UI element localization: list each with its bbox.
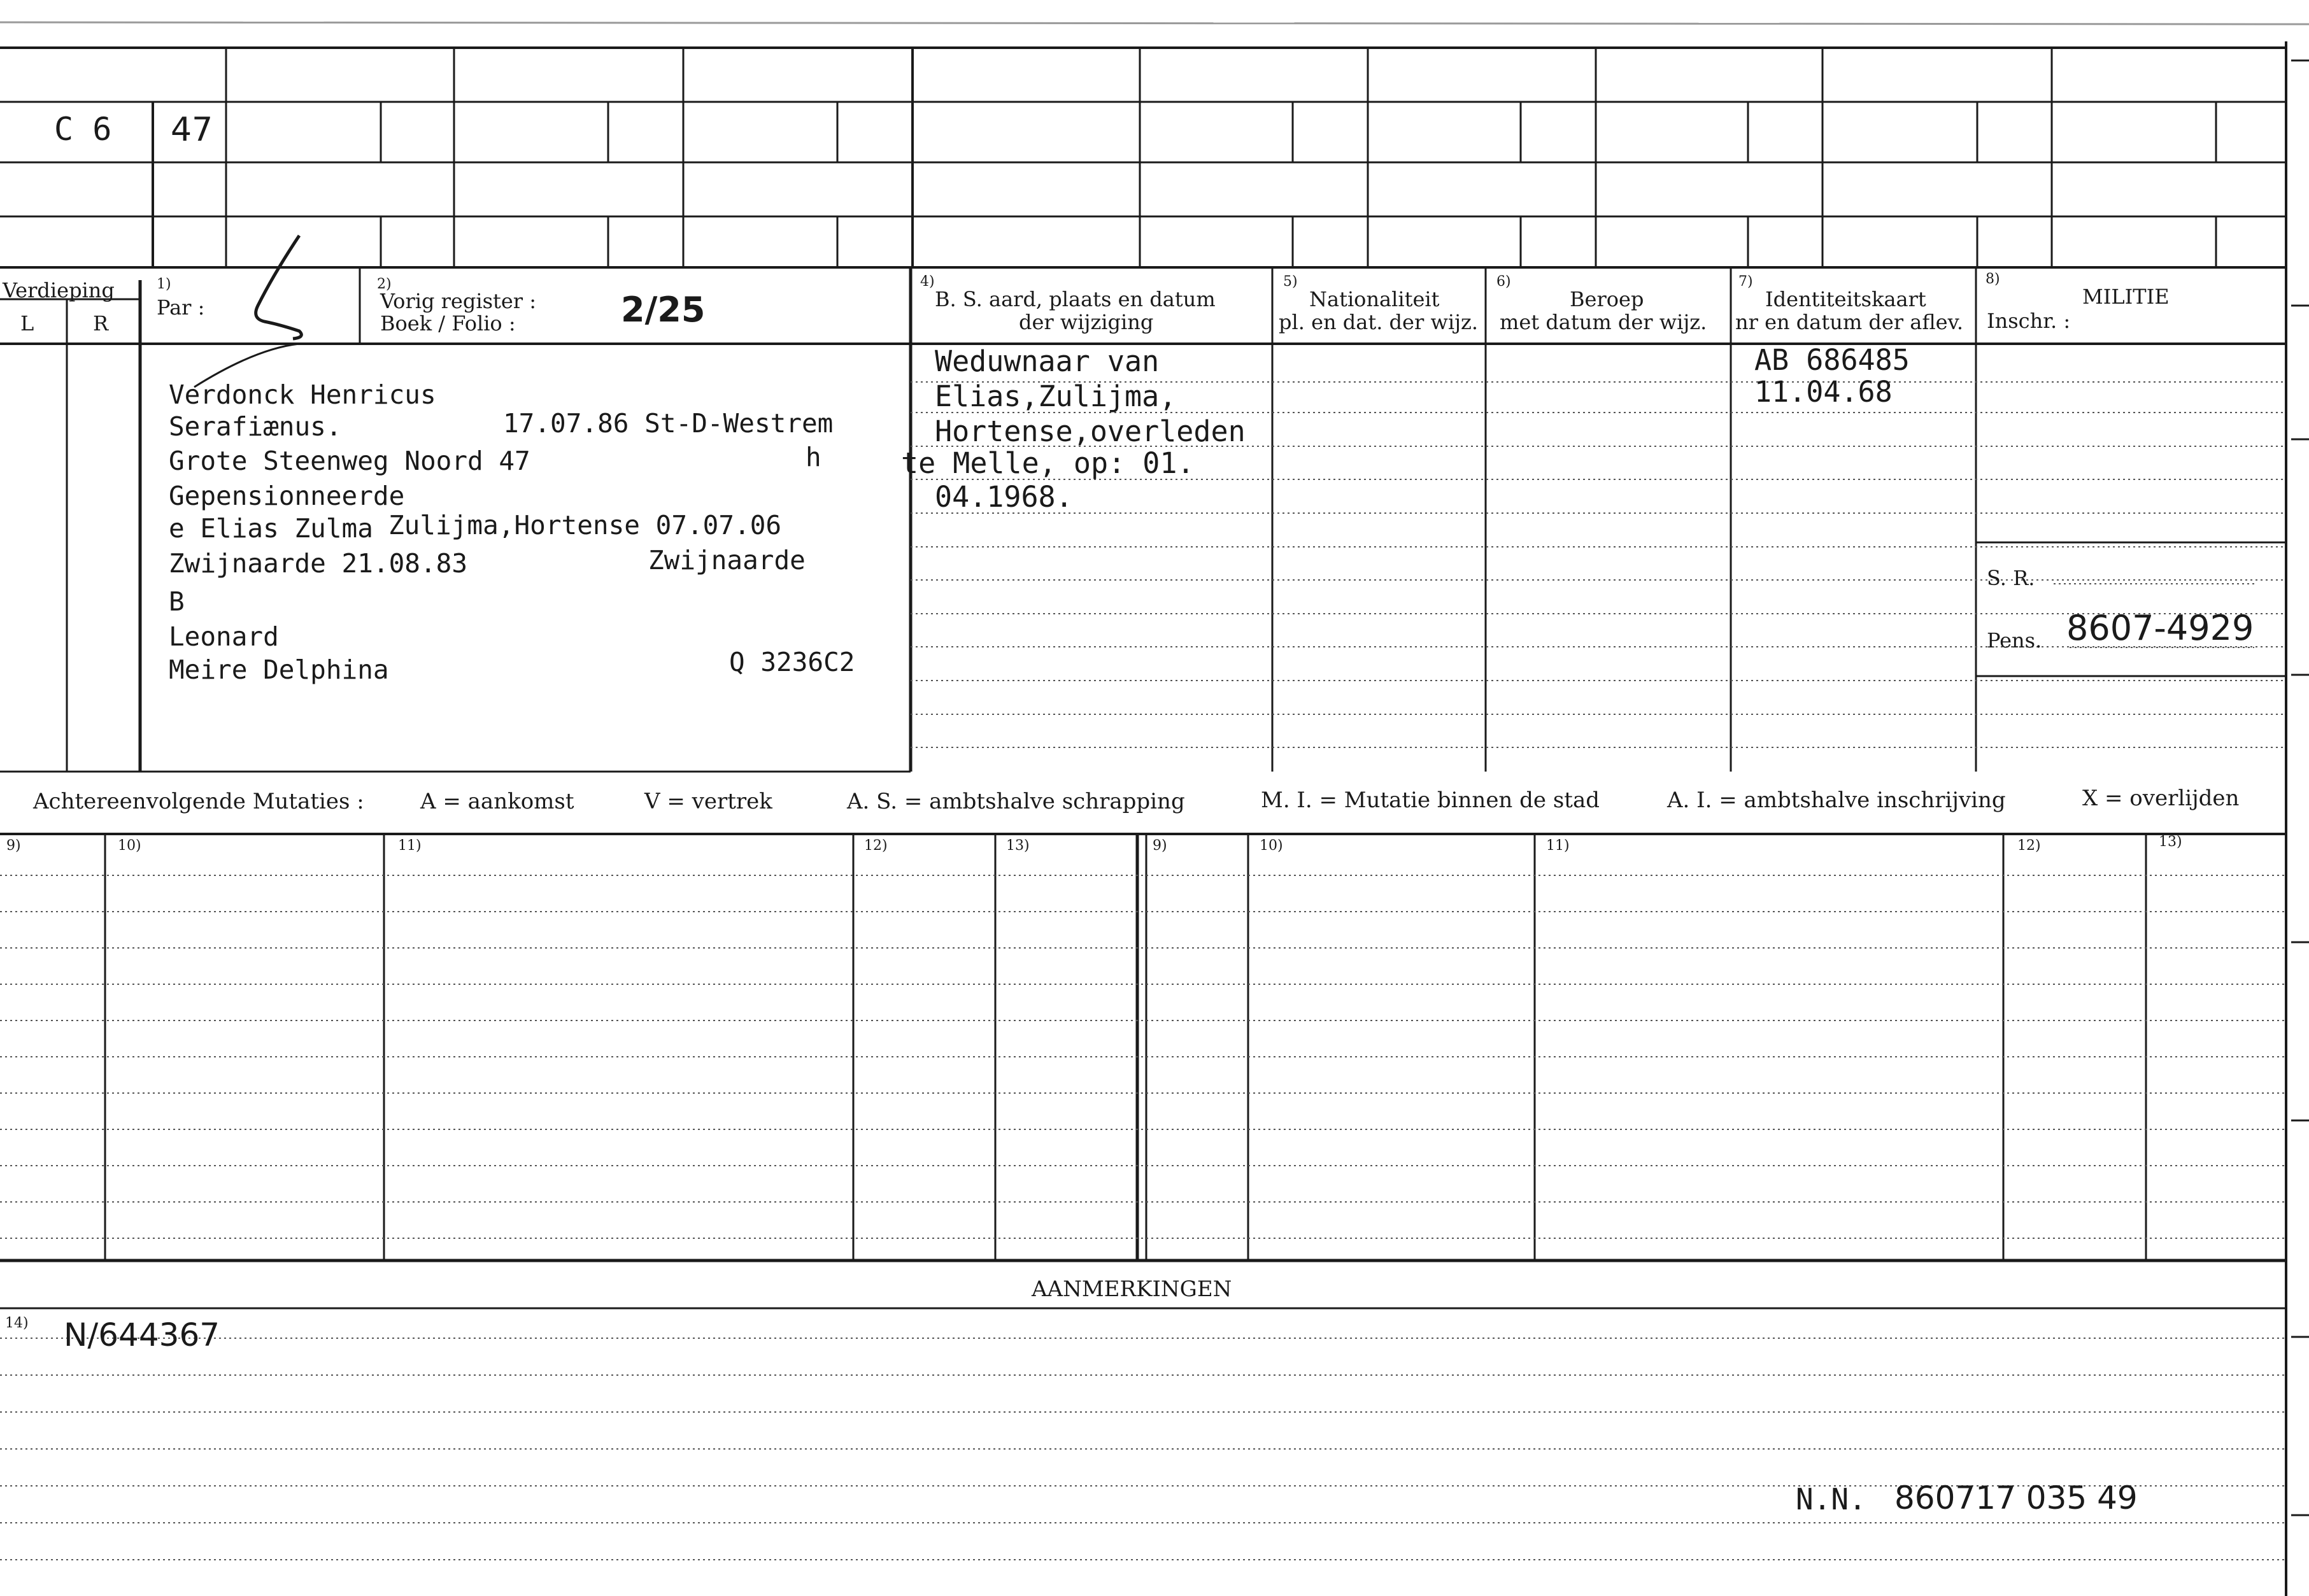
field-number-1: 1) bbox=[157, 276, 171, 292]
field-number-14: 14) bbox=[5, 1315, 29, 1331]
sr-label: S. R. bbox=[1987, 566, 2035, 590]
spouse-names: Zulijma,Hortense 07.07.06 bbox=[388, 510, 782, 540]
mutation-col-9-left: 9) bbox=[6, 838, 21, 854]
legend-ambtshalve-schrapping: A. S. = ambtshalve schrapping bbox=[847, 789, 1185, 814]
field-number-4: 4) bbox=[920, 274, 935, 290]
vorig-register-value: 2/25 bbox=[621, 290, 706, 330]
bs-line-1: Weduwnaar van bbox=[935, 344, 1160, 378]
mutation-col-12-left: 12) bbox=[864, 838, 888, 854]
legend-vertrek: V = vertrek bbox=[644, 789, 772, 814]
index-code: C 6 bbox=[54, 111, 112, 148]
nationaliteit-header-line2: pl. en dat. der wijz. bbox=[1279, 310, 1479, 334]
verdieping-r-label: R bbox=[93, 311, 109, 335]
person-line-6: Zwijnaarde 21.08.83 bbox=[169, 548, 467, 579]
boek-folio-label: Boek / Folio : bbox=[380, 311, 516, 335]
verdieping-label: Verdieping bbox=[3, 278, 115, 302]
person-line-1: Verdonck Henricus bbox=[169, 379, 436, 410]
identiteitskaart-header-line2: nr en datum der aflev. bbox=[1735, 310, 1964, 334]
mutation-col-10-right: 10) bbox=[1260, 838, 1283, 854]
person-line-8: Leonard bbox=[169, 621, 279, 652]
id-card-date: 11.04.68 bbox=[1754, 375, 1893, 409]
legend-overlijden: X = overlijden bbox=[2082, 786, 2240, 811]
mutation-col-13-left: 13) bbox=[1006, 838, 1030, 854]
mutation-col-10-left: 10) bbox=[118, 838, 141, 854]
index-number: 47 bbox=[171, 111, 213, 149]
pens-label: Pens. bbox=[1987, 628, 2042, 653]
militie-header: MILITIE bbox=[2082, 285, 2170, 309]
bs-header-line2: der wijziging bbox=[1019, 310, 1154, 334]
bs-line-4: te Melle, op: 01. bbox=[901, 446, 1195, 480]
person-line-7: B bbox=[169, 586, 185, 617]
person-line-9: Meire Delphina bbox=[169, 654, 389, 685]
field-number-2: 2) bbox=[377, 276, 392, 292]
par-label: Par : bbox=[157, 295, 205, 320]
h-mark: h bbox=[806, 442, 821, 472]
nationaliteit-header-line1: Nationaliteit bbox=[1309, 287, 1440, 311]
mutation-col-13-right: 13) bbox=[2159, 834, 2182, 850]
mutation-col-11-right: 11) bbox=[1546, 838, 1570, 854]
mutation-col-11-left: 11) bbox=[398, 838, 422, 854]
person-line-3: Grote Steenweg Noord 47 bbox=[169, 446, 530, 476]
q-number: Q 3236C2 bbox=[729, 647, 855, 677]
bs-line-2: Elias,Zulijma, bbox=[935, 379, 1177, 413]
spouse-place: Zwijnaarde bbox=[648, 545, 806, 576]
vorig-register-label: Vorig register : bbox=[380, 289, 537, 313]
legend-ambtshalve-inschrijving: A. I. = ambtshalve inschrijving bbox=[1667, 787, 2006, 813]
legend-mutatie-binnen-stad: M. I. = Mutatie binnen de stad bbox=[1261, 787, 1600, 813]
inschr-label: Inschr. : bbox=[1987, 309, 2071, 333]
mutation-col-12-right: 12) bbox=[2017, 838, 2041, 854]
mutation-col-9-right: 9) bbox=[1153, 838, 1167, 854]
bs-line-5: 04.1968. bbox=[935, 480, 1073, 514]
beroep-header-line2: met datum der wijz. bbox=[1500, 310, 1707, 334]
bs-line-3: Hortense,overleden bbox=[935, 414, 1246, 448]
field-number-7: 7) bbox=[1738, 274, 1753, 290]
field-number-8: 8) bbox=[1986, 271, 2000, 287]
legend-aankomst: A = aankomst bbox=[420, 789, 574, 814]
nn-number: 860717 035 49 bbox=[1894, 1479, 2138, 1516]
nn-prefix: N.N. bbox=[1796, 1482, 1866, 1516]
pens-number: 8607-4929 bbox=[2066, 608, 2254, 648]
birth-date-place: 17.07.86 St-D-Westrem bbox=[503, 408, 834, 439]
identiteitskaart-header-line1: Identiteitskaart bbox=[1765, 287, 1926, 311]
id-card-number: AB 686485 bbox=[1754, 343, 1910, 377]
person-line-2: Serafiænus. bbox=[169, 411, 342, 442]
verdieping-l-label: L bbox=[20, 311, 34, 335]
bs-header-line1: B. S. aard, plaats en datum bbox=[935, 287, 1216, 311]
field-number-6: 6) bbox=[1496, 274, 1511, 290]
remark-number: N/644367 bbox=[64, 1317, 220, 1353]
beroep-header-line1: Beroep bbox=[1570, 287, 1644, 311]
person-line-4: Gepensionneerde bbox=[169, 481, 405, 511]
remarks-title: AANMERKINGEN bbox=[1032, 1276, 1232, 1302]
field-number-5: 5) bbox=[1283, 274, 1298, 290]
mutaties-label: Achtereenvolgende Mutaties : bbox=[33, 789, 364, 814]
person-line-5: e Elias Zulma bbox=[169, 513, 373, 544]
